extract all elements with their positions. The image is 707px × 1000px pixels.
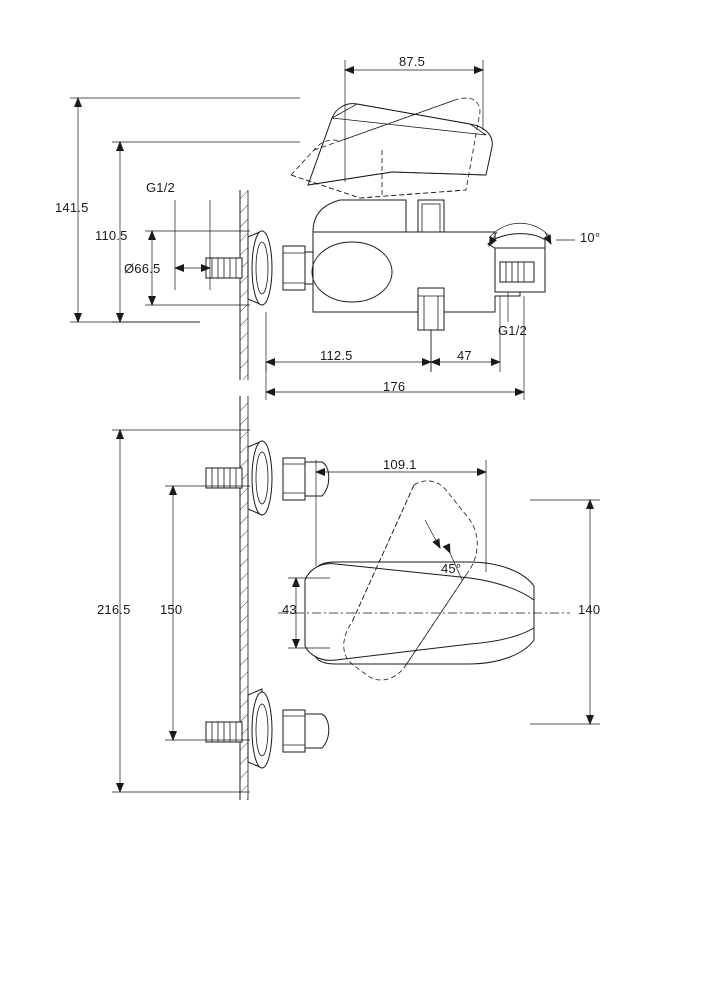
wall-flange-top	[248, 231, 272, 305]
lever-handle-top-solid	[308, 104, 492, 185]
dim-label-43: 43	[282, 602, 297, 617]
shower-outlet-top	[488, 234, 545, 292]
dim-label-109-1: 109.1	[383, 457, 417, 472]
dim-label-140: 140	[578, 602, 601, 617]
dim-109-1	[316, 460, 486, 572]
front-elevation-view	[112, 396, 600, 800]
dim-label-176: 176	[383, 379, 406, 394]
connector-nut-top	[283, 246, 313, 290]
dim-label-87-5: 87.5	[399, 54, 426, 69]
leader-g12-top	[175, 200, 210, 290]
dim-label-216-5: 216.5	[97, 602, 131, 617]
dim-label-g12-bottom: G1/2	[498, 323, 527, 338]
dim-label-112-5: 112.5	[320, 348, 353, 363]
mixer-body-top	[312, 200, 520, 312]
dim-label-10-deg: 10°	[580, 230, 601, 245]
dim-label-47: 47	[457, 348, 472, 363]
dim-label-110-5: 110.5	[95, 228, 128, 243]
dim-label-diameter-66-5: Ø66.5	[124, 261, 161, 276]
dim-112-5	[266, 312, 431, 372]
dim-label-g12-top: G1/2	[146, 180, 175, 195]
dim-label-45-deg: 45°	[441, 561, 462, 576]
dim-110-5	[112, 142, 300, 322]
dim-label-150: 150	[160, 602, 183, 617]
inlet-assembly-upper	[206, 441, 329, 515]
spout-outlet-top	[418, 288, 444, 330]
diverter-knob-top	[418, 200, 444, 232]
wall-section-top	[240, 190, 248, 380]
inlet-nipple-top	[206, 258, 242, 278]
inlet-assembly-lower	[206, 689, 329, 768]
dim-label-141-5: 141.5	[55, 200, 89, 215]
